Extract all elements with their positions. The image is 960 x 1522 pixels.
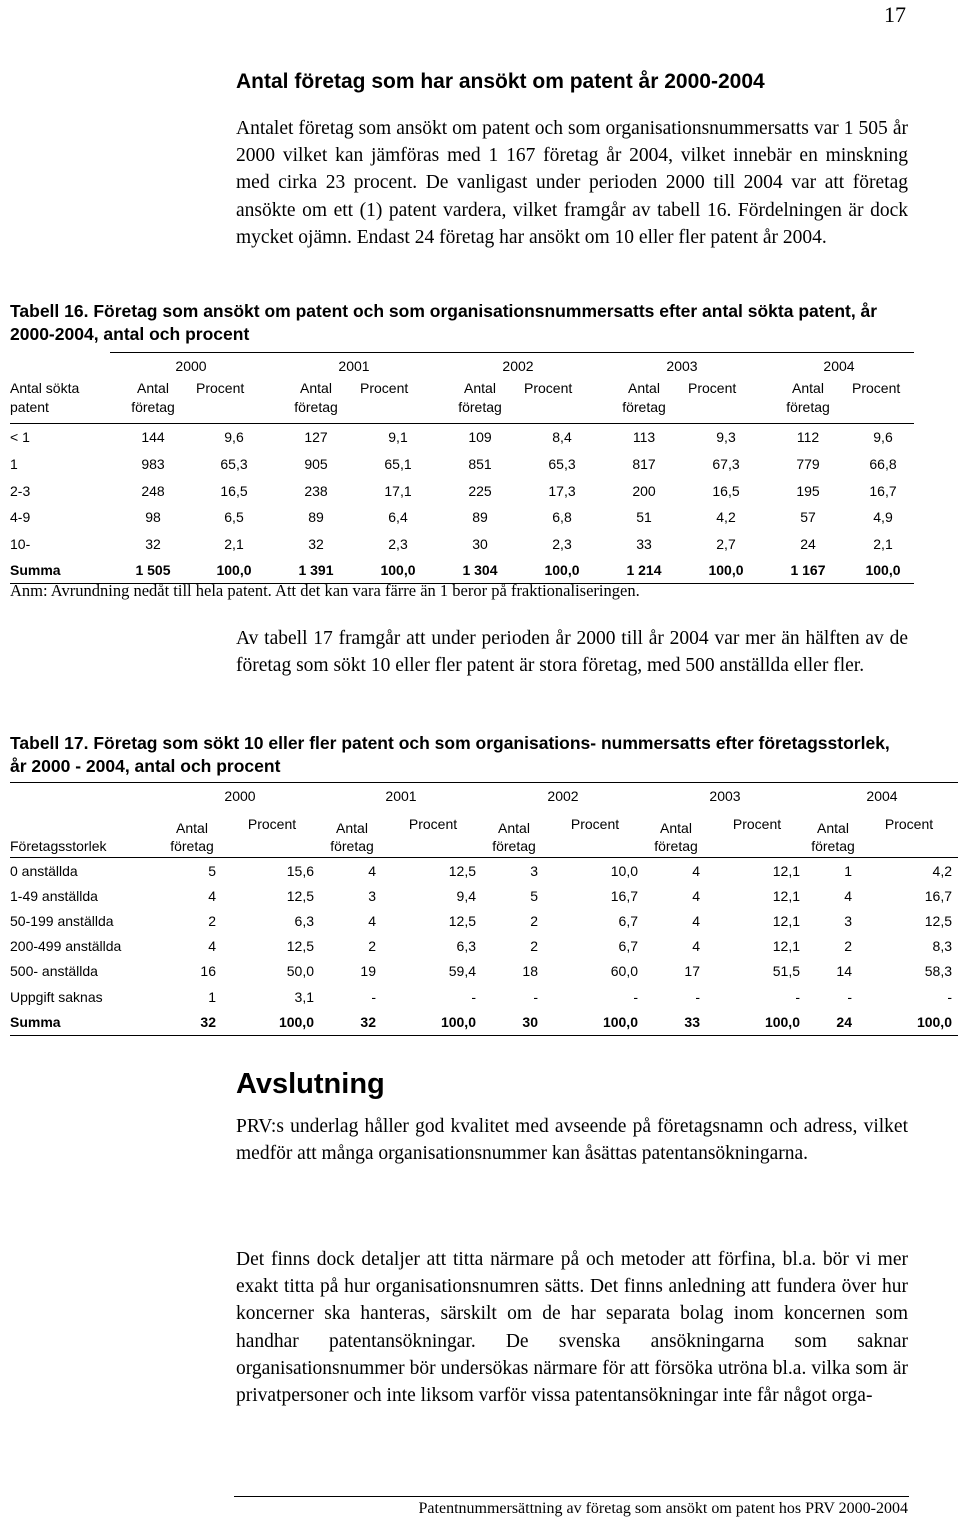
table16-row-header: Antal sökta patent (10, 380, 80, 415)
cell-antal: 200 (632, 482, 656, 499)
cell-procent: - (947, 988, 952, 1005)
intro-paragraph: Antalet företag som ansökt om patent och som organisationsnummersatts var 1 505 år 2000 vilket kan jämföras med 1 167 företag år 2004, vilket innebär en minskning med cirka 23 procent. De vanligast under perioden 2000 till 2004 var att företag ansökte om ett (1) patent vardera, vilket framgår av tabell 16. Fördelningen är dock mycket ojämn. Endast 24 företag har ansökt om 10 eller fler patent år 2004. (236, 118, 908, 248)
cell-procent: 2,3 (388, 536, 408, 553)
cell-procent: 4,2 (932, 862, 952, 879)
cell-antal: 2 (844, 938, 852, 955)
table17-body (10, 858, 958, 1036)
col-procent-header: Procent (546, 809, 644, 858)
cell-procent: 9,3 (688, 424, 764, 451)
cell-procent: 4,9 (873, 509, 893, 526)
cell-antal: - (533, 988, 538, 1005)
cell-antal: 113 (600, 424, 688, 451)
cell-antal: 1 304 (436, 557, 524, 584)
cell-procent: 16,5 (220, 482, 248, 499)
cell-procent: 10,0 (610, 862, 638, 879)
cell-antal: - (371, 988, 376, 1005)
cell-procent: 2,3 (552, 536, 572, 553)
cell-antal: 4 (844, 887, 852, 904)
cell-procent: 6,3 (294, 912, 314, 929)
cell-procent: 12,5 (286, 938, 314, 955)
cell-procent: 8,3 (932, 938, 952, 955)
paragraph-conclusion-1: PRV:s underlag håller god kvalitet med avseende på företagsnamn och adress, vilket medför att många organisationsnummer kan åsättas patentansökningarna. (236, 1116, 908, 1165)
cell-procent: 100,0 (384, 1009, 482, 1036)
row-label: 1 (10, 456, 18, 473)
cell-procent: 12,5 (448, 912, 476, 929)
table16-year: 2002 (436, 353, 600, 380)
col-procent-header: Procent (852, 380, 901, 396)
table17-subheader-row (10, 809, 958, 858)
table16-year-row (10, 353, 914, 380)
cell-procent: 2,1 (224, 536, 244, 553)
cell-procent: 9,1 (360, 424, 436, 451)
table-row (10, 883, 958, 908)
cell-procent: 100,0 (688, 557, 764, 584)
cell-procent: 100,0 (224, 1009, 320, 1036)
page-number: 17 (884, 2, 906, 27)
cell-procent: 6,7 (618, 938, 638, 955)
table-row (10, 934, 958, 959)
cell-antal: 19 (360, 963, 376, 980)
row-label: 500- anställda (10, 963, 98, 980)
cell-procent: 58,3 (924, 963, 952, 980)
col-antal-header: Antal företag (320, 809, 384, 858)
cell-antal: 24 (800, 536, 816, 553)
cell-procent: 16,5 (712, 482, 740, 499)
table17-year: 2001 (320, 783, 482, 810)
cell-antal: 98 (145, 509, 161, 526)
cell-antal: 51 (636, 509, 652, 526)
cell-procent: 50,0 (286, 963, 314, 980)
paragraph-conclusion-2: Det finns dock detaljer att titta närmare på och metoder att förfina, bl.a. bör vi mer exakt titta på hur organisationsnumren sätts. Det finns anledning att fundera över hur koncerner ska hanteras, särskilt om de har separata bolag inom koncernen som handhar patentansökningar. De svenska ansökningarna som saknar organisationsnummer bör undersökas närmare för att försöka utröna bl.a. vilka som är privatpersoner och inte liksom varför vissa patentansökningar inte får något orga- (236, 1249, 908, 1407)
row-label: 10- (10, 536, 31, 553)
cell-antal: 248 (141, 482, 165, 499)
col-antal-header: Antal företag (786, 380, 830, 415)
cell-antal: 4 (692, 912, 700, 929)
cell-procent: 6,4 (388, 509, 408, 526)
cell-procent: 65,3 (220, 456, 248, 473)
cell-procent: 17,1 (384, 482, 412, 499)
table-row (10, 451, 914, 478)
cell-antal: 32 (160, 1009, 224, 1036)
cell-antal: 195 (796, 482, 820, 499)
cell-procent: 12,1 (772, 862, 800, 879)
cell-procent: 2,1 (873, 536, 893, 553)
cell-procent: 12,1 (772, 912, 800, 929)
cell-procent: 4,2 (716, 509, 736, 526)
cell-antal: 18 (522, 963, 538, 980)
col-antal-header: Antal företag (458, 380, 502, 415)
row-label: < 1 (10, 424, 110, 451)
cell-procent: 66,8 (869, 456, 897, 473)
cell-antal: 1 214 (600, 557, 688, 584)
col-antal-header: Antal företag (482, 809, 546, 858)
cell-antal: 1 391 (272, 557, 360, 584)
cell-antal: 17 (684, 963, 700, 980)
section-heading: Antal företag som har ansökt om patent år 2000-2004 (236, 70, 765, 93)
table16-year: 2000 (110, 353, 272, 380)
table17-year-row (10, 783, 958, 810)
table17-year: 2000 (160, 783, 320, 810)
col-procent-header: Procent (196, 380, 245, 396)
cell-antal: 779 (796, 456, 820, 473)
cell-antal: 144 (110, 424, 196, 451)
cell-antal: 851 (468, 456, 492, 473)
col-procent-header: Procent (360, 380, 409, 396)
col-antal-header: Antal företag (131, 380, 175, 415)
col-procent-header: Procent (384, 809, 482, 858)
cell-procent: 6,5 (224, 509, 244, 526)
row-label: 2-3 (10, 482, 31, 499)
cell-antal: 905 (304, 456, 328, 473)
col-antal-header: Antal företag (622, 380, 666, 415)
col-procent-header: Procent (688, 380, 737, 396)
cell-procent: 6,3 (456, 938, 476, 955)
table-row (10, 424, 914, 451)
summary-row (10, 1009, 958, 1036)
cell-procent: 51,5 (772, 963, 800, 980)
cell-antal: 89 (308, 509, 324, 526)
cell-procent: 100,0 (852, 557, 914, 584)
table16-year: 2001 (272, 353, 436, 380)
cell-antal: 225 (468, 482, 492, 499)
summary-row (10, 557, 914, 584)
cell-procent: 12,5 (924, 912, 952, 929)
col-antal-header: Antal företag (644, 809, 708, 858)
cell-antal: 112 (764, 424, 852, 451)
cell-antal: 33 (636, 536, 652, 553)
table16-subheader-row (10, 379, 914, 424)
cell-procent: 65,3 (548, 456, 576, 473)
table-row (10, 959, 958, 984)
cell-antal: 89 (472, 509, 488, 526)
table17 (10, 782, 958, 1036)
table17-year: 2002 (482, 783, 644, 810)
col-procent-header: Procent (860, 809, 958, 858)
cell-antal: 24 (806, 1009, 860, 1036)
cell-antal: 817 (632, 456, 656, 473)
col-antal-header: Antal företag (294, 380, 338, 415)
cell-antal: 3 (368, 887, 376, 904)
cell-procent: 9,4 (456, 887, 476, 904)
cell-antal: 32 (308, 536, 324, 553)
row-label: 200-499 anställda (10, 938, 122, 955)
cell-procent: 100,0 (524, 557, 600, 584)
cell-procent: 65,1 (384, 456, 412, 473)
cell-antal: 1 167 (764, 557, 852, 584)
paragraph-table17-intro: Av tabell 17 framgår att under perioden år 2000 till år 2004 var mer än hälften av de företag som sökt 10 eller fler patent är stora företag, med 500 anställda eller fler. (236, 628, 908, 677)
cell-antal: 4 (208, 887, 216, 904)
cell-antal: 2 (530, 938, 538, 955)
cell-antal: 14 (836, 963, 852, 980)
col-procent-header: Procent (524, 380, 573, 396)
cell-antal: 30 (472, 536, 488, 553)
cell-procent: 6,7 (618, 912, 638, 929)
cell-antal: - (695, 988, 700, 1005)
table17-caption: Tabell 17. Företag som sökt 10 eller fler patent och som organisations- nummersatts efter företagsstorlek, år 2000 - 2004, antal och procent (10, 733, 890, 776)
cell-antal: 109 (436, 424, 524, 451)
cell-antal: 3 (530, 862, 538, 879)
cell-procent: 67,3 (712, 456, 740, 473)
table-row (10, 504, 914, 531)
cell-procent: 60,0 (610, 963, 638, 980)
table-row (10, 984, 958, 1009)
cell-antal: 2 (208, 912, 216, 929)
cell-procent: - (633, 988, 638, 1005)
section-heading-avslutning: Avslutning (236, 1068, 385, 1100)
cell-antal: 30 (482, 1009, 546, 1036)
cell-procent: 100,0 (708, 1009, 806, 1036)
cell-procent: 8,4 (524, 424, 600, 451)
col-procent-header: Procent (224, 809, 320, 858)
cell-antal: 127 (272, 424, 360, 451)
cell-procent: - (471, 988, 476, 1005)
cell-antal: 32 (145, 536, 161, 553)
cell-procent: 16,7 (610, 887, 638, 904)
cell-procent: 100,0 (860, 1009, 958, 1036)
row-label: Summa (10, 557, 110, 584)
table16-year: 2003 (600, 353, 764, 380)
row-label: 50-199 anställda (10, 912, 114, 929)
row-label: 1-49 anställda (10, 887, 98, 904)
col-antal-header: Antal företag (806, 809, 860, 858)
cell-procent: 6,8 (552, 509, 572, 526)
cell-antal: 33 (644, 1009, 708, 1036)
cell-procent: - (795, 988, 800, 1005)
table17-year: 2003 (644, 783, 806, 810)
cell-antal: 4 (208, 938, 216, 955)
col-procent-header: Procent (708, 809, 806, 858)
row-label: Uppgift saknas (10, 988, 103, 1005)
cell-antal: 5 (530, 887, 538, 904)
cell-procent: 16,7 (924, 887, 952, 904)
cell-antal: 1 505 (110, 557, 196, 584)
table16-body (10, 424, 914, 584)
row-label: Summa (10, 1009, 160, 1036)
cell-procent: 12,1 (772, 887, 800, 904)
row-label: 0 anställda (10, 862, 78, 879)
table-row (10, 477, 914, 504)
cell-antal: 238 (304, 482, 328, 499)
cell-procent: 9,6 (196, 424, 272, 451)
cell-procent: 12,5 (286, 887, 314, 904)
cell-procent: 12,5 (448, 862, 476, 879)
cell-procent: 16,7 (869, 482, 897, 499)
cell-antal: 1 (208, 988, 216, 1005)
cell-antal: 4 (368, 862, 376, 879)
cell-antal: 983 (141, 456, 165, 473)
cell-procent: 9,6 (852, 424, 914, 451)
cell-antal: 5 (208, 862, 216, 879)
cell-procent: 100,0 (360, 557, 436, 584)
cell-procent: 12,1 (772, 938, 800, 955)
cell-antal: 32 (320, 1009, 384, 1036)
cell-procent: 100,0 (196, 557, 272, 584)
table17-row-header: Företagsstorlek (10, 809, 160, 858)
footer-divider (234, 1496, 909, 1497)
table16-footnote: Anm: Avrundning nedåt till hela patent. Att det kan vara färre än 1 beror på fraktionaliseringen. (10, 581, 640, 600)
col-antal-header: Antal företag (160, 809, 224, 858)
table-row (10, 531, 914, 558)
table17-year: 2004 (806, 783, 958, 810)
cell-antal: 1 (844, 862, 852, 879)
cell-antal: 16 (200, 963, 216, 980)
page-footer: Patentnummersättning av företag som ansökt om patent hos PRV 2000-2004 (418, 1500, 908, 1517)
cell-procent: 100,0 (546, 1009, 644, 1036)
row-label: 4-9 (10, 509, 31, 526)
cell-antal: 3 (844, 912, 852, 929)
cell-antal: 2 (368, 938, 376, 955)
cell-procent: 59,4 (448, 963, 476, 980)
cell-procent: 15,6 (286, 862, 314, 879)
table-row (10, 908, 958, 933)
cell-antal: 4 (368, 912, 376, 929)
cell-procent: 17,3 (548, 482, 576, 499)
cell-antal: 4 (692, 887, 700, 904)
cell-procent: 3,1 (294, 988, 314, 1005)
cell-procent: 2,7 (716, 536, 736, 553)
cell-antal: 4 (692, 938, 700, 955)
cell-antal: 2 (530, 912, 538, 929)
cell-antal: 57 (800, 509, 816, 526)
cell-antal: - (847, 988, 852, 1005)
table16-year: 2004 (764, 353, 914, 380)
table-row (10, 858, 958, 884)
table16 (10, 352, 914, 584)
cell-antal: 4 (692, 862, 700, 879)
table16-caption: Tabell 16. Företag som ansökt om patent och som organisationsnummersatts efter antal sökta patent, år 2000-2004, antal och procent (10, 301, 878, 344)
